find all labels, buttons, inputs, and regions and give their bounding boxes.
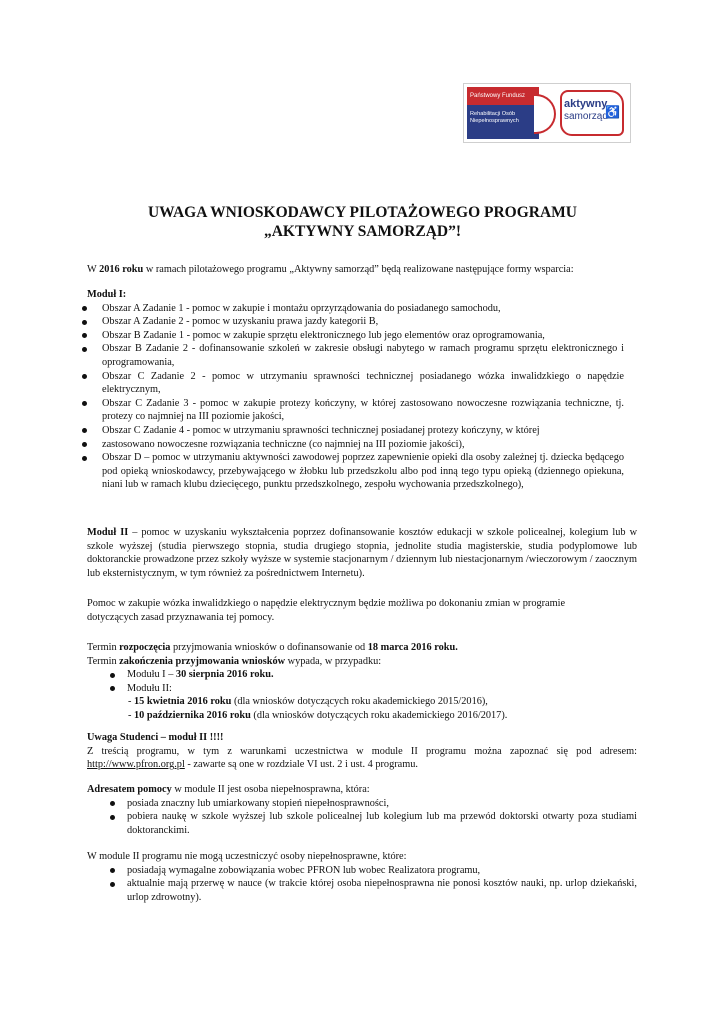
modul1-list (79, 302, 624, 492)
studenci-text: Z treścią programu, w tym z warunkami uczestnictwa w module II programu można zapoznać się pod adresem: http://www.pfron.org.pl - zawarte są one w rozdziale VI ust. 2 i ust. 4 programu. (87, 745, 637, 771)
wheelchair-icon: ♿ (605, 105, 620, 119)
list-item: Obszar A Zadanie 2 - pomoc w uzyskaniu prawa jazdy kategorii B, (79, 315, 624, 329)
title-line2: „AKTYWNY SAMORZĄD”! (263, 223, 462, 240)
list-item: zastosowano nowoczesne rozwiązania techniczne (co najmniej na III poziomie jakości), (79, 438, 624, 452)
list-item: Modułu I – 30 sierpnia 2016 roku. (107, 668, 647, 682)
logo-line1: Państwowy Fundusz (470, 93, 526, 99)
list-item: Obszar B Zadanie 1 - pomoc w zakupie sprzętu elektronicznego lub jego elementów oraz oprogramowania, (79, 329, 624, 343)
studenci-heading: Uwaga Studenci – moduł II !!!! (87, 732, 224, 743)
list-item: Obszar C Zadanie 4 - pomoc w utrzymaniu sprawności technicznej posiadanej protezy kończyny, w której (79, 424, 624, 438)
logo-line3: Niepełnosprawnych (470, 118, 519, 124)
list-item: aktualnie mają przerwę w nauce (w trakcie której osoba niepełnosprawna nie ponosi kosztów nauki, np. urlop dziekański, urlop zdrowotny). (107, 877, 637, 904)
intro-prefix: W (87, 264, 100, 275)
termin-list (107, 668, 647, 695)
page-title (0, 203, 725, 241)
list-item: Obszar B Zadanie 2 - dofinansowanie szkoleń w zakresie obsługi nabytego w ramach programu sprzętu elektronicznego i oprogramowania, (79, 342, 624, 369)
termin-m2a: - 15 kwietnia 2016 roku (dla wniosków dotyczących roku akademickiego 2015/2016), (128, 696, 488, 708)
studenci-section (87, 731, 637, 772)
title-line1: UWAGA WNIOSKODAWCY PILOTAŻOWEGO PROGRAMU (147, 204, 577, 221)
modul1-section (79, 288, 624, 492)
termin-m2b: - 10 października 2016 roku (dla wniosków dotyczących roku akademickiego 2016/2017). (128, 709, 508, 721)
modul1-heading: Moduł I: (87, 289, 127, 300)
aktywny-samorzad-logo (560, 88, 626, 138)
termin-end: Termin zakończenia przyjmowania wniosków wypada, w przypadku: (87, 655, 382, 667)
intro-rest: w ramach pilotażowego programu „Aktywny samorząd” będą realizowane następujące formy wsparcia: (143, 264, 574, 275)
wykluczenia-intro: W module II programu nie mogą uczestniczyć osoby niepełnosprawne, które: (87, 851, 407, 862)
logo-brand-line1: aktywny (564, 98, 608, 110)
list-item: Obszar C Zadanie 3 - pomoc w zakupie protezy kończyny, w której zastosowano nowoczesne rozwiązania techniczne, tj. protezy co najmniej na III poziomie jakości, (79, 397, 624, 424)
modul2-heading: Moduł II (87, 527, 129, 538)
intro-paragraph (87, 263, 647, 277)
pfron-logo-panel (467, 87, 539, 139)
logo-brand-line2: samorząd (564, 111, 608, 122)
intro-year: 2016 roku (99, 264, 144, 275)
logo-line2: Rehabilitacji Osób (470, 111, 516, 117)
list-item: pobiera naukę w szkole wyższej lub szkole policealnej lub kolegium lub ma przewód doktorski otwarty poza studiami doktoranckimi. (107, 810, 637, 837)
list-item: Obszar D – pomoc w utrzymaniu aktywności zawodowej poprzez zapewnienie opieki dla osoby zależnej tj. dziecka będącego pod opieką wnioskodawcy, przebywającego w żłobku lub przedszkolu albo pod inną tego typu opieką (dziennego opiekuna, niani lub w ramach klubu dziecięcego, punktu przedszkolnego, zespołu wychowania przedszkolnego), (79, 451, 624, 492)
list-item: Modułu II: (107, 682, 647, 696)
wykluczenia-list (107, 864, 637, 905)
logo-arc (534, 94, 556, 134)
termin-start: Termin rozpoczęcia przyjmowania wniosków o dofinansowanie od 18 marca 2016 roku. (87, 642, 458, 653)
wozek-paragraph: Pomoc w zakupie wózka inwalidzkiego o napędzie elektrycznym będzie możliwa po dokonaniu zmian w programie dotyczących zasad przyznawania tej pomocy. (87, 598, 566, 623)
wykluczenia-section (87, 850, 637, 904)
list-item: Obszar A Zadanie 1 - pomoc w zakupie i montażu oprzyrządowania do posiadanego samochodu, (79, 302, 624, 316)
adresat-list (107, 797, 637, 838)
adresat-intro: Adresatem pomocy w module II jest osoba niepełnosprawna, która: (87, 784, 370, 795)
pfron-link[interactable]: http://www.pfron.org.pl (87, 759, 185, 771)
termin-section (87, 641, 647, 723)
modul2-paragraph (87, 526, 637, 580)
list-item: posiadają wymagalne zobowiązania wobec PFRON lub wobec Realizatora programu, (107, 864, 637, 878)
adresat-section (87, 783, 637, 837)
list-item: Obszar C Zadanie 2 - pomoc w utrzymaniu sprawności technicznej posiadanego wózka inwalidzkiego o napędzie elektrycznym, (79, 370, 624, 397)
program-logo (463, 83, 631, 143)
modul2-text: – pomoc w uzyskaniu wykształcenia poprzez dofinansowanie kosztów edukacji w szkole policealnej, kolegium lub w szkole wyższej (studia pierwszego stopnia, studia drugiego stopnia, jednolite studia magisterskie, studia podyplomowe lub doktoranckie prowadzone przez szkoły wyższe w systemie stacjonarnym / dziennym lub niestacjonarnym /wieczorowym / zaocznym lub eksternistycznym, w tym również za pośrednictwem Internetu). (87, 527, 637, 579)
list-item: posiada znaczny lub umiarkowany stopień niepełnosprawności, (107, 797, 637, 811)
